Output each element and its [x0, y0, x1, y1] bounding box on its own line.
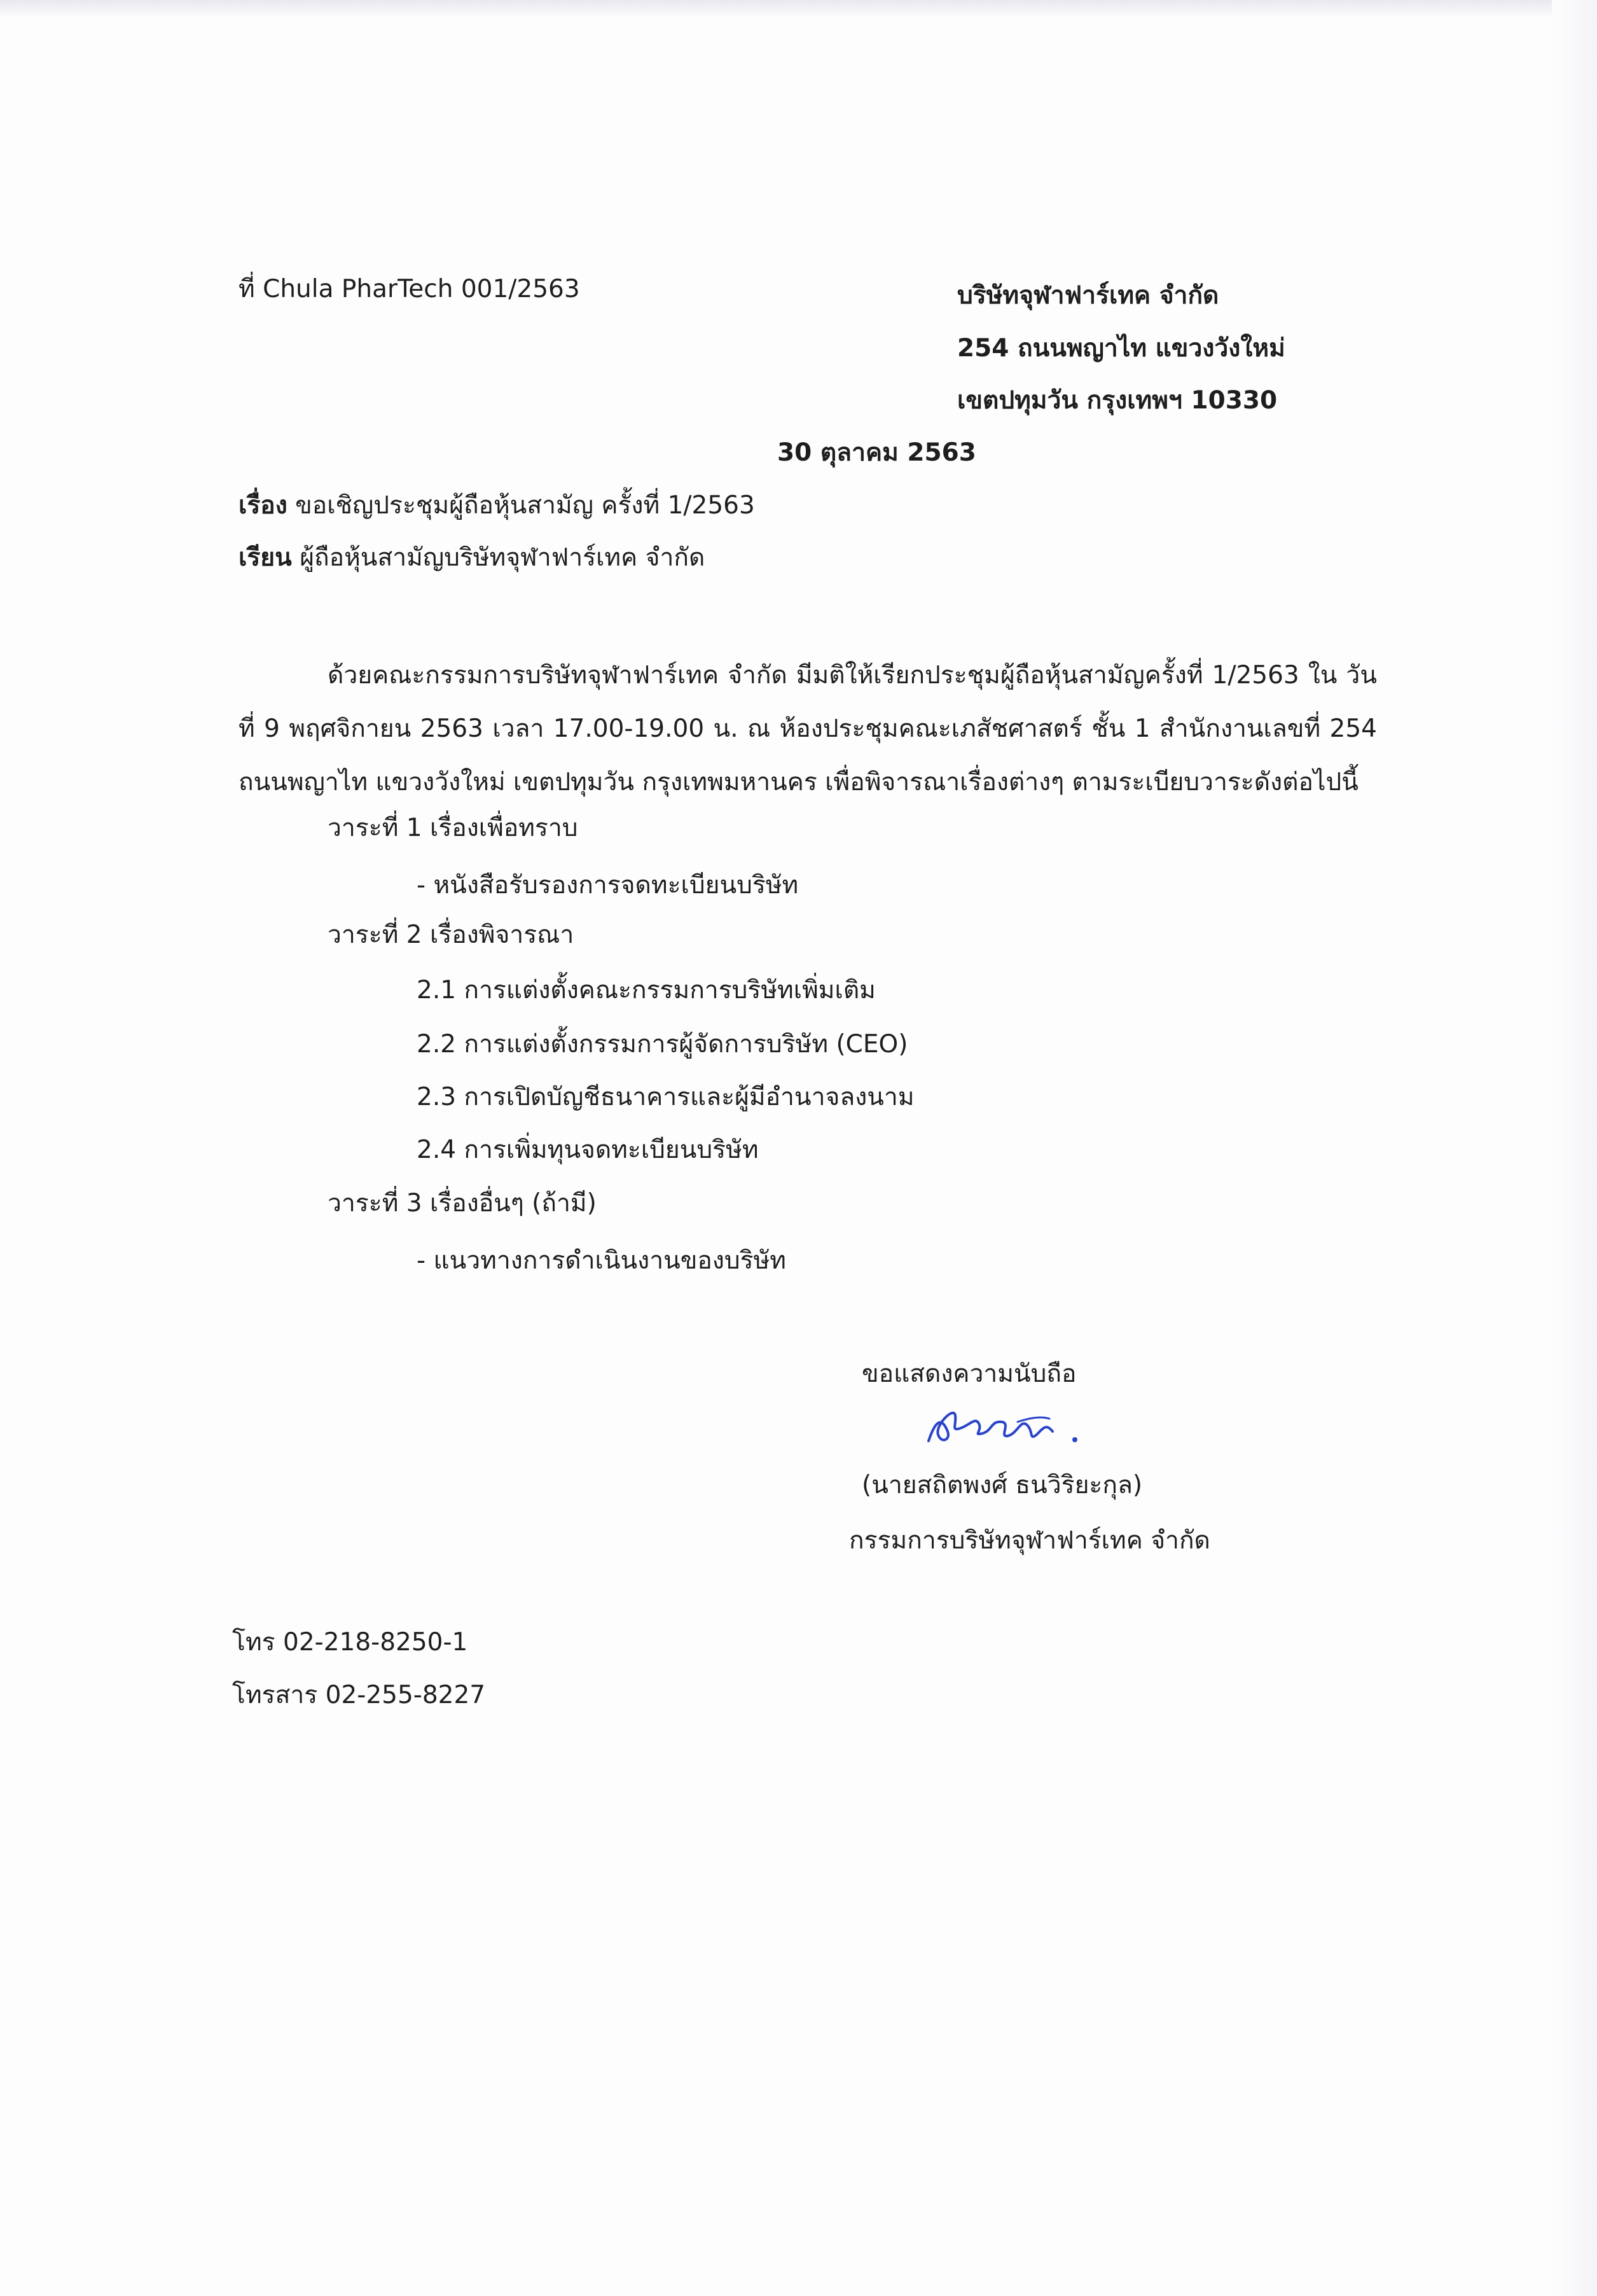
signer-name: (นายสถิตพงศ์ ธนวิริยะกุล): [862, 1471, 1143, 1499]
phone-number: โทร 02-218-8250-1: [232, 1628, 468, 1657]
sender-address-line1: 254 ถนนพญาไท แขวงวังใหม่: [957, 334, 1285, 363]
body-paragraph: ด้วยคณะกรรมการบริษัทจุฬาฟาร์เทค จำกัด มีมติให้เรียกประชุมผู้ถือหุ้นสามัญครั้งที่ 1/2563 ใน วันที่ 9 พฤศจิกายน 2563 เวลา 17.00-19.00 น. ณ ห้องประชุมคณะเภสัชศาสตร์ ชั้น 1 สำนักงานเลขที่ 254 ถนนพญาไท แขวงวังใหม่ เขตปทุมวัน กรุงเทพมหานคร เพื่อพิจารณาเรื่องต่างๆ ตามระเบียบวาระดังต่อไปนี้: [239, 661, 1377, 797]
subject-text: ขอเชิญประชุมผู้ถือหุ้นสามัญ ครั้งที่ 1/2563: [287, 491, 755, 520]
sender-address-line2: เขตปทุมวัน กรุงเทพฯ 10330: [957, 386, 1278, 415]
agenda-2-item-3: 2.3 การเปิดบัญชีธนาคารและผู้มีอำนาจลงนาม: [417, 1083, 915, 1111]
handwritten-signature: [916, 1396, 1094, 1454]
addressee-label: เรียน: [239, 543, 292, 572]
agenda-2-item-4: 2.4 การเพิ่มทุนจดทะเบียนบริษัท: [417, 1136, 759, 1164]
scan-right-edge: [1552, 0, 1597, 2296]
agenda-2-title: วาระที่ 2 เรื่องพิจารณา: [328, 921, 574, 949]
sender-company: บริษัทจุฬาฟาร์เทค จำกัด: [957, 281, 1219, 310]
subject-label: เรื่อง: [239, 491, 287, 520]
agenda-3-title: วาระที่ 3 เรื่องอื่นๆ (ถ้ามี): [328, 1189, 597, 1218]
addressee-text: ผู้ถือหุ้นสามัญบริษัทจุฬาฟาร์เทค จำกัด: [291, 543, 705, 572]
reference-number: ที่ Chula PharTech 001/2563: [239, 275, 580, 303]
agenda-2-item-2: 2.2 การแต่งตั้งกรรมการผู้จัดการบริษัท (CEO): [417, 1030, 908, 1059]
subject-line: [239, 493, 755, 518]
scan-top-edge: [0, 0, 1552, 18]
agenda-1-item: - หนังสือรับรองการจดทะเบียนบริษัท: [417, 871, 799, 900]
addressee-line: [239, 545, 705, 570]
agenda-1-title: วาระที่ 1 เรื่องเพื่อทราบ: [328, 814, 578, 842]
letter-date: 30 ตุลาคม 2563: [777, 438, 976, 467]
closing-salutation: ขอแสดงความนับถือ: [862, 1360, 1077, 1388]
signer-title: กรรมการบริษัทจุฬาฟาร์เทค จำกัด: [849, 1526, 1210, 1555]
fax-number: โทรสาร 02-255-8227: [232, 1681, 486, 1709]
agenda-3-item: - แนวทางการดำเนินงานของบริษัท: [417, 1246, 787, 1275]
agenda-2-item-1: 2.1 การแต่งตั้งคณะกรรมการบริษัทเพิ่มเติม: [417, 976, 876, 1005]
